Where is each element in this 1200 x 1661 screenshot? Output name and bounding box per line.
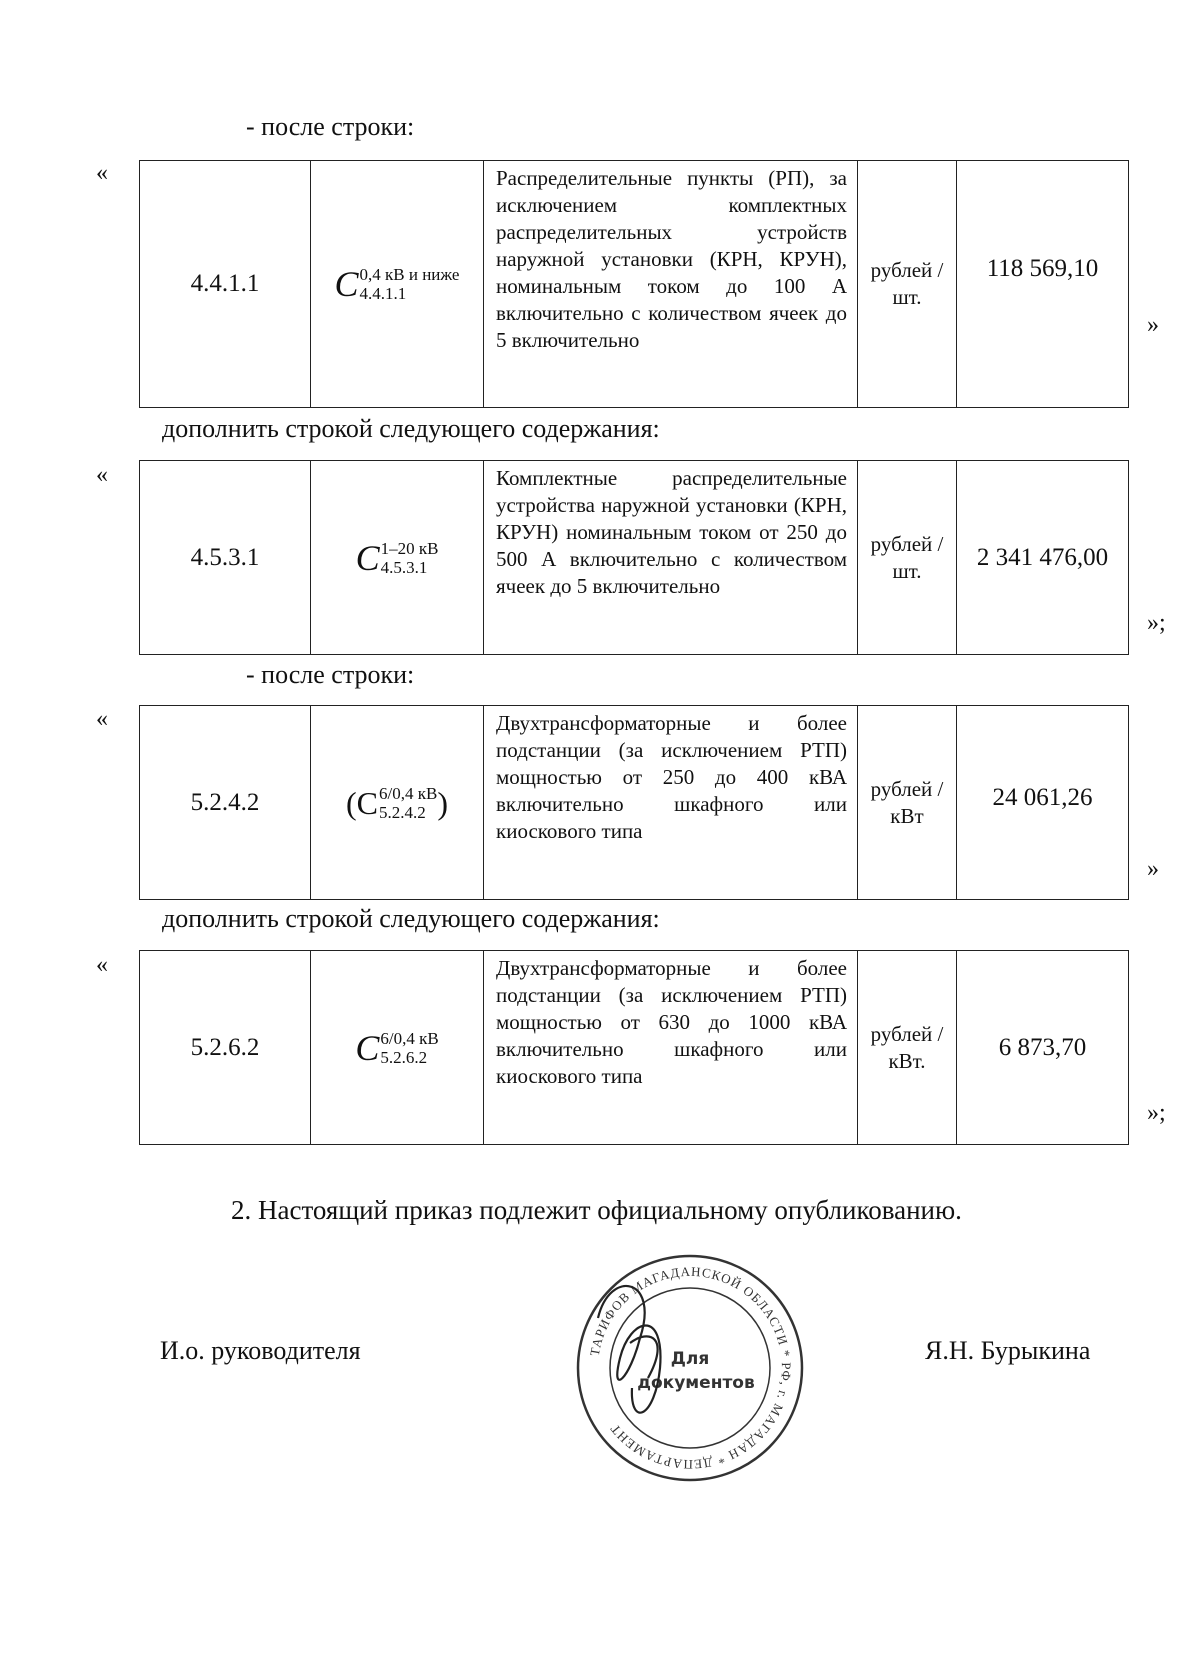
tariff-row-3 [139, 705, 1129, 900]
symbol-letter: C [356, 784, 378, 821]
instruction-add-line-1: дополнить строкой следующего содержания: [162, 414, 660, 443]
stamp-ring-text: ТАРИФОВ МАГАДАНСКОЙ ОБЛАСТИ * РФ, г. МАГАДАН * ДЕПАРТАМЕНТ [586, 1263, 795, 1473]
row-code: 5.2.4.2 [140, 706, 311, 900]
close-quote-3: » [1147, 856, 1159, 882]
row-symbol [311, 161, 484, 408]
row-unit: рублей /шт. [858, 161, 957, 408]
symbol-superscript: 1–20 кВ [380, 538, 439, 558]
open-quote-1: « [96, 160, 108, 186]
row-value: 118 569,10 [957, 161, 1129, 408]
symbol-superscript: 6/0,4 кВ [379, 783, 438, 803]
stamp-center-line-2: документов [637, 1373, 755, 1393]
row-symbol [311, 706, 484, 900]
open-quote-3: « [96, 706, 108, 732]
row-description: Комплектные распределительные устройства наружной установки (КРН, КРУН) номинальным током от 250 до 500 А включительно с количеством ячеек до 5 включительно [484, 461, 858, 655]
symbol-letter: C [355, 1027, 380, 1068]
close-quote-4: »; [1147, 1100, 1166, 1126]
symbol-open-paren: ( [346, 784, 357, 821]
symbol-superscript: 6/0,4 кВ [380, 1028, 439, 1048]
row-description: Двухтрансформаторные и более подстанции (за исключением РТП) мощностью от 630 до 1000 кВА включительно шкафного или киоскового типа [484, 951, 858, 1145]
row-code: 4.4.1.1 [140, 161, 311, 408]
tariff-row-1 [139, 160, 1129, 408]
signatory-position: И.о. руководителя [160, 1336, 361, 1365]
row-code: 5.2.6.2 [140, 951, 311, 1145]
row-value: 2 341 476,00 [957, 461, 1129, 655]
tariff-row-2 [139, 460, 1129, 655]
symbol-close-paren: ) [437, 784, 448, 821]
symbol-letter: C [355, 537, 380, 578]
symbol-subscript: 5.2.4.2 [379, 802, 426, 822]
instruction-after-line-1: - после строки: [246, 112, 415, 141]
row-symbol [311, 461, 484, 655]
row-unit: рублей /шт. [858, 461, 957, 655]
row-unit: рублей /кВт [858, 706, 957, 900]
symbol-letter: C [334, 264, 359, 304]
symbol-subscript: 4.5.3.1 [380, 557, 428, 577]
close-quote-2: »; [1147, 610, 1166, 636]
row-value: 6 873,70 [957, 951, 1129, 1145]
close-quote-1: » [1147, 312, 1159, 338]
row-symbol [311, 951, 484, 1145]
symbol-subscript: 5.2.6.2 [380, 1047, 428, 1067]
row-description: Двухтрансформаторные и более подстанции (за исключением РТП) мощностью от 250 до 400 кВА включительно шкафного или киоскового типа [484, 706, 858, 900]
symbol-subscript: 4.4.1.1 [359, 284, 407, 303]
official-stamp [570, 1248, 810, 1488]
instruction-after-line-2: - после строки: [246, 660, 415, 689]
tariff-row-4 [139, 950, 1129, 1145]
instruction-add-line-2: дополнить строкой следующего содержания: [162, 904, 660, 933]
clause-2: 2. Настоящий приказ подлежит официальному опубликованию. [231, 1195, 962, 1225]
handwritten-signature [598, 1286, 660, 1413]
signatory-name: Я.Н. Бурыкина [925, 1336, 1091, 1365]
row-description: Распределительные пункты (РП), за исключением комплектных распределительных устройств наружной установки (КРН, КРУН), номинальным током до 100 А включительно с количеством ячеек до 5 включительно [484, 161, 858, 408]
row-code: 4.5.3.1 [140, 461, 311, 655]
stamp-center-line-1: Для [670, 1349, 710, 1369]
open-quote-2: « [96, 462, 108, 488]
row-unit: рублей /кВт. [858, 951, 957, 1145]
symbol-superscript: 0,4 кВ и ниже [359, 265, 460, 284]
row-value: 24 061,26 [957, 706, 1129, 900]
open-quote-4: « [96, 952, 108, 978]
